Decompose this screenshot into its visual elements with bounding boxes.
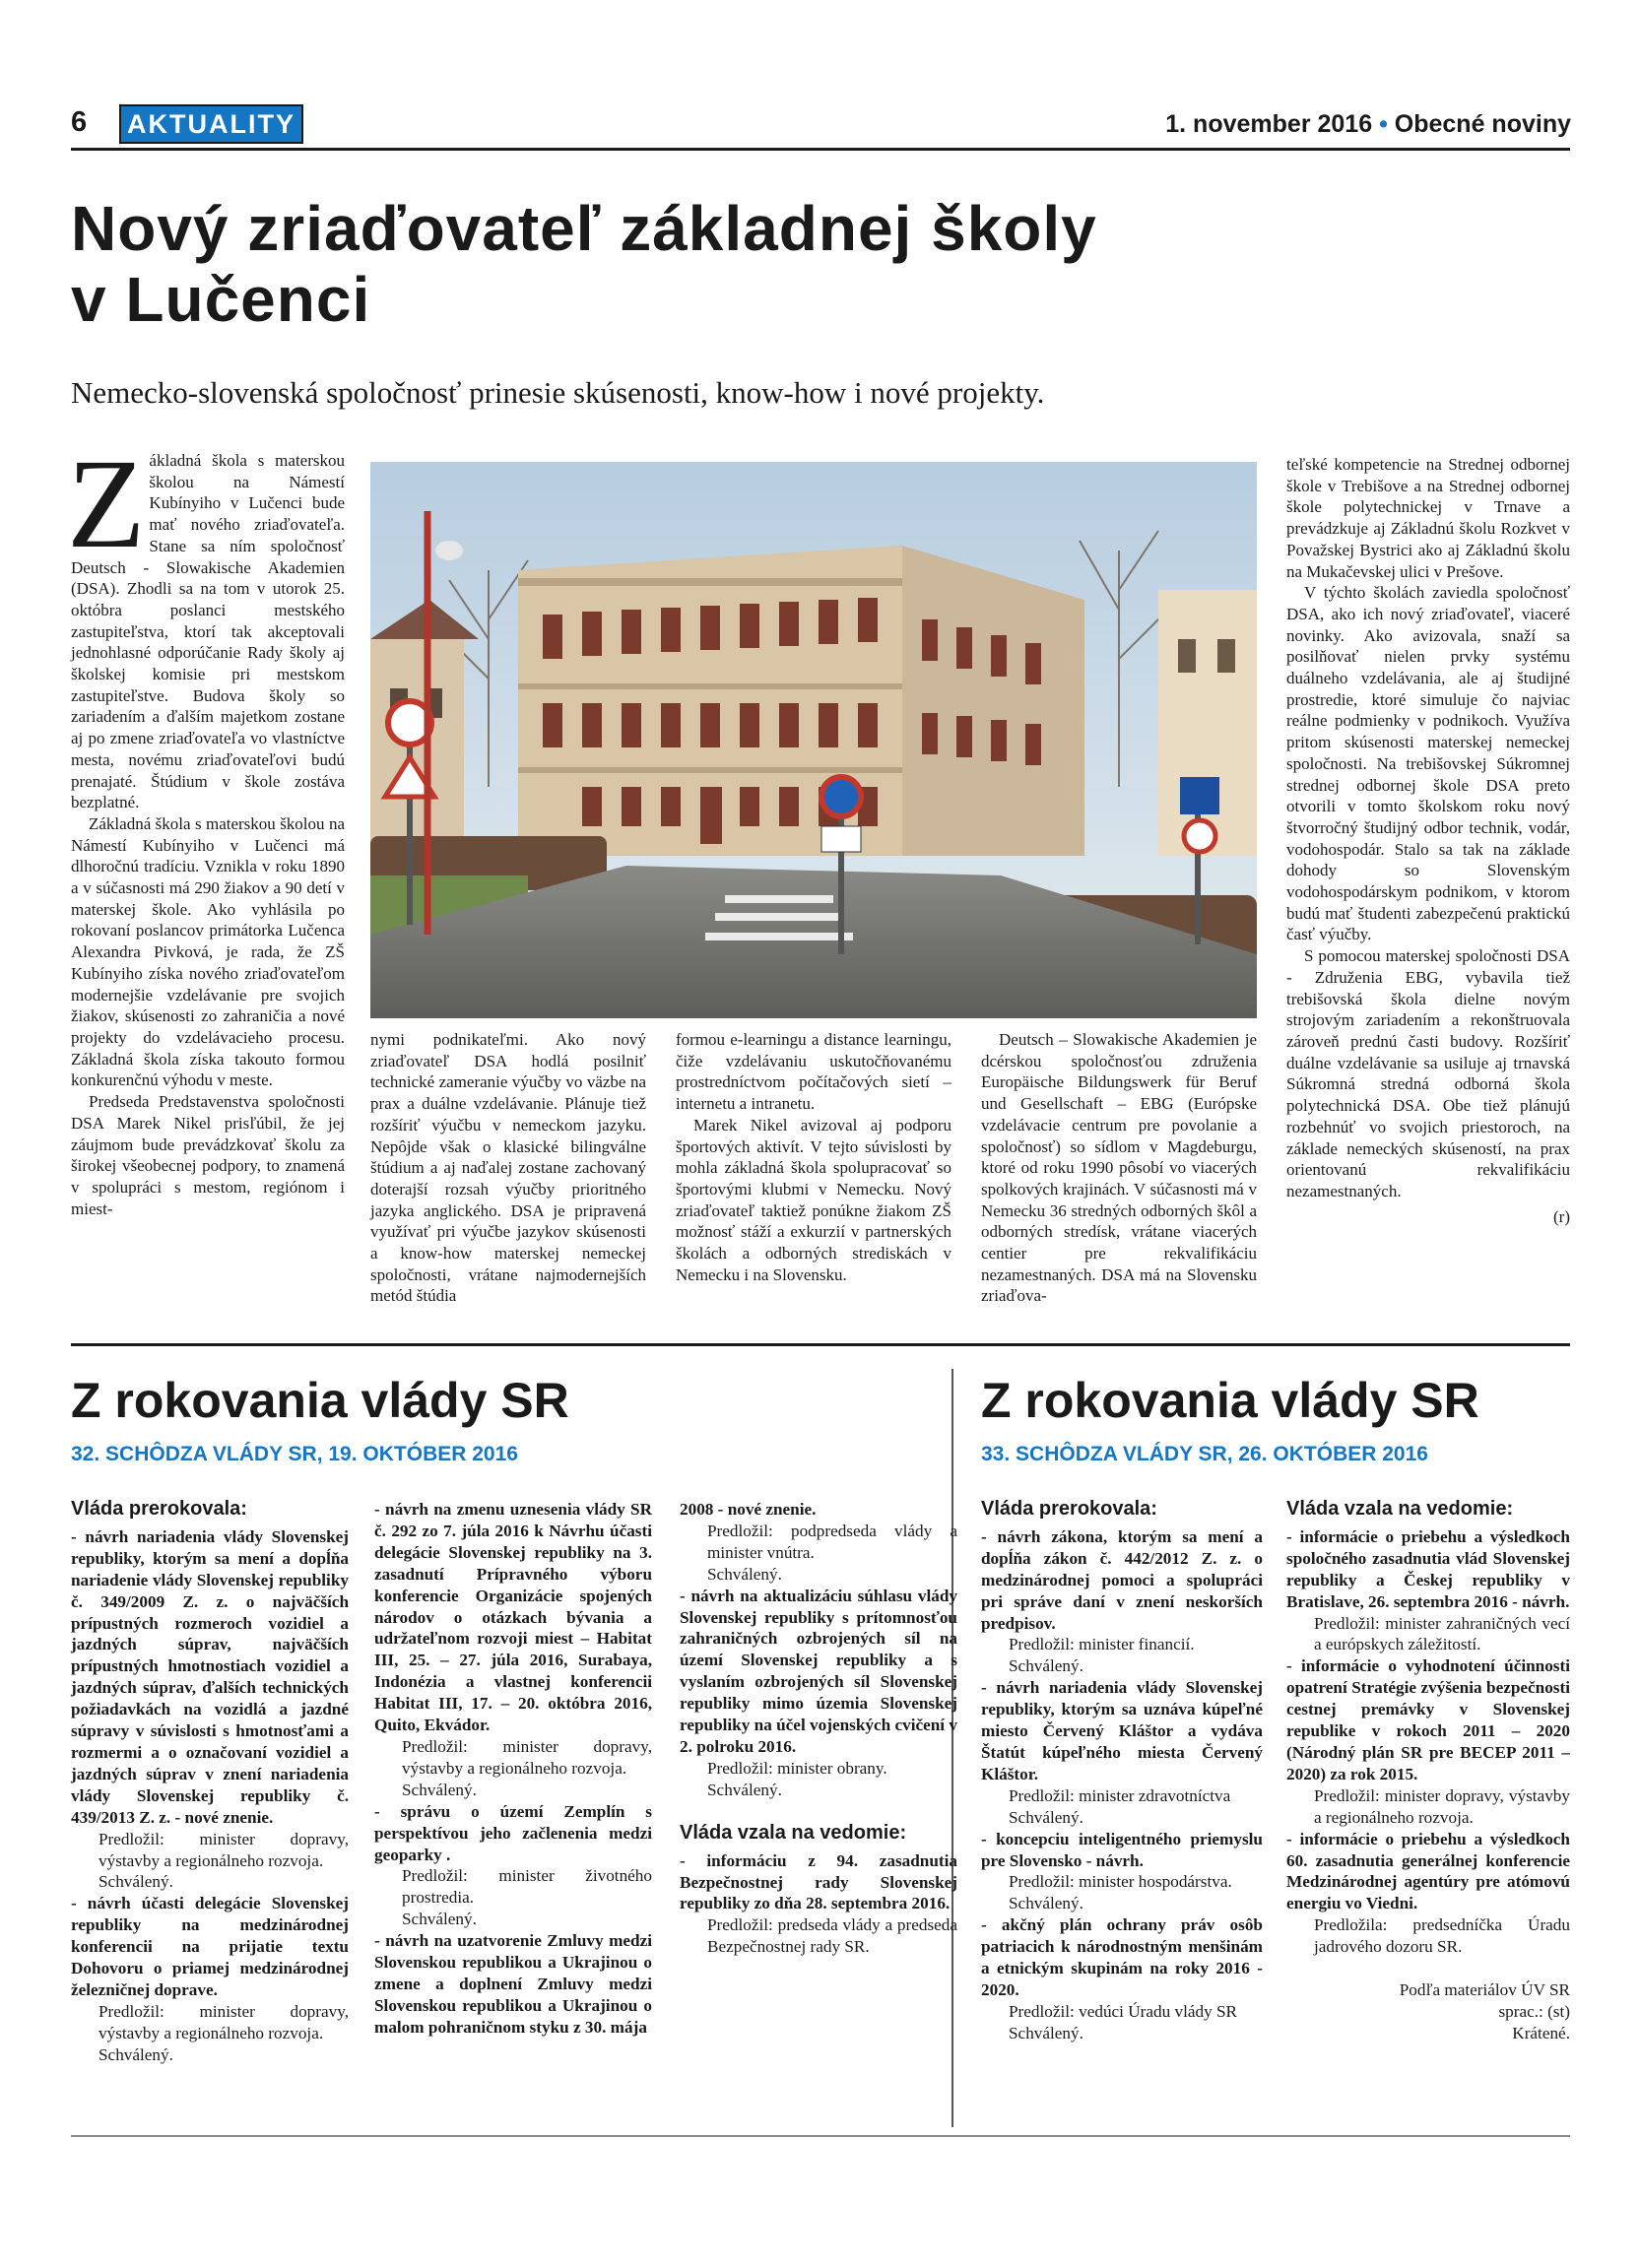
article-column-1 <box>67 433 345 1219</box>
gov2-presenter-6: Predložil: minister dopravy, výstavby a regionálneho rozvoja. <box>1314 1785 1570 1827</box>
gov1-status-2: Schválený. <box>98 2044 173 2064</box>
gov1-item-5: - návrh na uzatvorenie Zmluvy medzi Slovenskou republikou a Ukrajinou o zmene a doplnení Zmluvy medzi Slovenskou republikou a Ukrajinou o malom pohraničnom styku z 30. mája <box>374 1931 652 2037</box>
article-signature: (r) <box>1553 1206 1570 1226</box>
gov2-status-4: Schválený. <box>1009 2023 1083 2042</box>
gov1-presenter-3: Predložil: minister dopravy, výstavby a regionálneho rozvoja. <box>402 1736 652 1778</box>
col4-paragraph-1: Deutsch – Slowakische Akademien je dcérskou spoločnosťou združenia Europäische Bildungswerk für Beruf und Gesellschaft – EBG (Európske vzdelávacie centrum pre povolanie a spoločnosť) so sídlom v Magdeburgu, ktoré od roku 1990 pôsobí vo viacerých spolkových krajinách. V súčasnosti má v Nemecku 36 stredných odborných škôl a odborných stredísk, vrátane viacerých centier pre rekvalifikáciu nezamestnaných. DSA má na Slovensku zriaďova- <box>981 1030 1257 1306</box>
gov2-status-1: Schválený. <box>1009 1656 1083 1676</box>
section-divider <box>71 1343 1570 1346</box>
footer-rule <box>71 2135 1570 2137</box>
header-rule <box>71 148 1570 151</box>
article-column-5 <box>1286 454 1570 1227</box>
gov2-status-2: Schválený. <box>1009 1807 1083 1827</box>
gov2-source <box>1286 1979 1570 2044</box>
gov2-item-4: - akčný plán ochrany práv osôb patriacich k národnostným menšinám a etnickým skupinám na roky 2016 - 2020. <box>981 1915 1263 1999</box>
gov2-heading-2: Vláda vzala na vedomie: <box>1286 1498 1514 1520</box>
gov1-item-4: - správu o území Zemplín s perspektívou jeho začlenenia medzi geoparky . <box>374 1801 652 1864</box>
gov1-status-6: Schválený. <box>707 1780 782 1799</box>
gov1-item-3: - návrh na zmenu uznesenia vlády SR č. 292 zo 7. júla 2016 k Návrhu účasti delegácie Slovenskej republiky na 3. zasadnutí Prípravného výboru konferencie Organizácie spojených národov o otázkach bývania a udržateľnom rozvoji miest – Habitat III, 25. – 27. júla 2016, Surabaya, Indonézia a vlastnej konferencii Habitat III, 17. – 20. októbra 2016, Quito, Ekvádor. <box>374 1500 652 1735</box>
col1-paragraph-3: Predseda Predstavenstva spoločnosti DSA Marek Nikel prisľúbil, že jej záujmom bude prevádzkovať školu za širokej všeobecnej podpory, to znamená v spolupráci s mestom, regiónom i miest- <box>71 1092 345 1218</box>
gov1-presenter-4: Predložil: minister životného prostredia. <box>402 1866 652 1908</box>
source-line-1: Podľa materiálov ÚV SR <box>1399 1980 1570 2000</box>
col1-paragraph-1: ákladná škola s materskou školou na Námestí Kubínyiho v Lučenci bude mať nového zriaďovateľa. Stane sa ním spoločnosť Deutsch - Slowakische Akademien (DSA). Zhodli sa na tom v utorok 25. októbra poslanci mestského zastupiteľstva, ktorí tak akceptovali jednohlasné odporúčanie Rady školy aj školskej komisie pri mestskom zastupiteľstve. Budova školy so zariadením a ďalším majetkom zostane aj po zmene zriaďovateľa vo vlastníctve mesta, novému zriaďovateľovi budú prenajaté. Štúdium v škole zostáva bezplatné. <box>71 451 345 812</box>
gov1-presenter-7: Predložil: predseda vlády a predseda Bezpečnostnej rady SR. <box>707 1915 957 1957</box>
col3-paragraph-1: formou e-learningu a distance learningu, čiže vzdelávaniu uskutočňovanému prostredníctvom počítačových sietí – internetu a intranetu. <box>676 1030 951 1114</box>
gov1-item-6: - návrh na aktualizáciu súhlasu vlády Slovenskej republiky s prítomnosťou zahraničných ozbrojených síl na území Slovenskej republiky a s vyslaním ozbrojených síl Slovenskej republiky mimo územia Slovenskej republiky na účel vojenských cvičení v 2. polroku 2016. <box>680 1586 957 1756</box>
header-dateline <box>1165 110 1571 139</box>
gov2-presenter-1: Predložil: minister financií. <box>1009 1635 1195 1654</box>
issue-date: 1. november 2016 <box>1165 110 1373 138</box>
publication-name: Obecné noviny <box>1394 110 1571 138</box>
gov2-item-5: - informácie o priebehu a výsledkoch spoločného zasadnutia vlád Slovenskej republiky a Českej republiky v Bratislave, 26. septembra 2016 - návrh. <box>1286 1526 1570 1611</box>
article-lead: Nemecko-slovenská spoločnosť prinesie skúsenosti, know-how i nové projekty. <box>71 375 1045 410</box>
gov2-column-1 <box>981 1499 1263 2044</box>
col5-paragraph-1: teľské kompetencie na Strednej odbornej škole v Trebišove a na Strednej odbornej škole polytechnickej v Trnave a prevádzkuje aj Základnú školu Rozkvet v Považskej Bystrici ako aj Základnú školu na Mukačevskej ulici v Prešove. <box>1286 455 1570 581</box>
gov1-column-1 <box>71 1499 349 2066</box>
headline-line-1: Nový zriaďovateľ základnej školy <box>71 193 1097 264</box>
bullet-separator: • <box>1379 110 1388 138</box>
gov2-presenter-5: Predložil: minister zahraničných vecí a európskych záležitostí. <box>1314 1613 1570 1654</box>
gov1-column-2 <box>374 1499 652 2039</box>
gov1-presenter-2: Predložil: minister dopravy, výstavby a regionálneho rozvoja. <box>98 2001 349 2042</box>
gov1-presenter-6: Predložil: minister obrany. <box>707 1758 887 1778</box>
gov1-column-3 <box>680 1499 957 1958</box>
gov2-title: Z rokovania vlády SR <box>981 1373 1479 1428</box>
gov1-status-5: Schválený. <box>707 1564 782 1584</box>
gov1-subtitle: 32. SCHÔDZA VLÁDY SR, 19. OKTÓBER 2016 <box>71 1443 518 1465</box>
gov2-presenter-7: Predložila: predsedníčka Úradu jadrového dozoru SR. <box>1314 1915 1570 1957</box>
headline-line-2: v Lučenci <box>71 264 371 335</box>
article-column-2 <box>370 1029 646 1307</box>
gov1-status-4: Schválený. <box>402 1910 477 1929</box>
gov1-presenter-1: Predložil: minister dopravy, výstavby a regionálneho rozvoja. <box>98 1829 349 1870</box>
section-label: AKTUALITY <box>119 104 303 144</box>
gov2-item-2: - návrh nariadenia vlády Slovenskej republiky, ktorým sa uznáva kúpeľné miesto Červený Kláštor a vydáva Štatút kúpeľného miesta Červený Kláštor. <box>981 1678 1263 1783</box>
source-line-3: Krátené. <box>1512 2023 1570 2042</box>
gov1-heading: Vláda prerokovala: <box>71 1498 247 1520</box>
gov1-status-1: Schválený. <box>98 1872 173 1892</box>
gov2-presenter-2: Predložil: minister zdravotníctva <box>1009 1785 1231 1805</box>
col5-paragraph-2: V týchto školách zaviedla spoločnosť DSA, ako ich nový zriaďovateľ, viaceré novinky. Ako avizovala, snaží sa posilňovať nielen prvky systému duálneho vzdelávania, ale aj študijné prostredie, ktoré simuluje čo najviac reálne podmienky v podnikoch. Využíva pritom skúsenosti materskej nemeckej spoločnosti. Na trebišovskej Súkromnej strednej odbornej škole DSA preto otvorili v tomto školskom roku nový štvorročný študijný odbor technik, vodár, vodohospodár. Stalo sa tak na základe dohody so Slovenským vodohospodárskym podnikom, v ktorom budú mať študenti zabezpečenú praktickú časť výučby. <box>1286 583 1570 944</box>
article-column-4 <box>981 1029 1257 1307</box>
gov2-item-3: - koncepciu inteligentného priemyslu pre Slovensko - návrh. <box>981 1829 1263 1870</box>
school-building-photo <box>370 462 1257 1018</box>
drop-cap: Z <box>67 433 146 575</box>
article-column-3 <box>676 1029 951 1285</box>
gov2-heading: Vláda prerokovala: <box>981 1498 1157 1520</box>
gov2-presenter-4: Predložil: vedúci Úradu vlády SR <box>1009 2001 1237 2021</box>
col2-paragraph-1: nymi podnikateľmi. Ako nový zriaďovateľ DSA hodlá posilniť technické zameranie výučby vo väzbe na prax a duálne vzdelávanie. Plánuje tiež rozšíriť výučbu v nemeckom jazyku. Nepôjde však o klasické bilingválne štúdium a aj naďalej zostane zachovaný doterajší rozsah výučby prioritného jazyka anglického. DSA je pripravená využívať pri výučbe jazykov skúsenosti a know-how materskej nemeckej spoločnosti, vrátane najmodernejších metód štúdia <box>370 1030 646 1306</box>
col3-paragraph-2: Marek Nikel avizoval aj podporu športových aktivít. V tejto súvislosti by mohla základná škola spolupracovať so športovými klubmi v Nemecku. Nový zriaďovateľ taktiež ponúkne žiakom ZŠ možnosť stáží a exkurzií v partnerských školách a odborných strediskách v Nemecku i na Slovensku. <box>676 1115 951 1284</box>
gov1-item-5-continued: 2008 - nové znenie. <box>680 1500 817 1519</box>
gov1-title: Z rokovania vlády SR <box>71 1373 569 1428</box>
page-number: 6 <box>71 106 88 138</box>
gov2-presenter-3: Predložil: minister hospodárstva. <box>1009 1872 1232 1892</box>
gov1-status-3: Schválený. <box>402 1780 477 1799</box>
gov2-item-7: - informácie o priebehu a výsledkoch 60. zasadnutia generálnej konferencie Medzinárodnej agentúry pre atómovú energiu vo Viedni. <box>1286 1829 1570 1913</box>
gov2-column-2 <box>1286 1499 1570 2044</box>
photo-illustration <box>370 462 1257 1018</box>
gov1-item-2: - návrh účasti delegácie Slovenskej republiky na medzinárodnej konferencii na prijatie textu Dohovoru o priamej medzinárodnej železničnej doprave. <box>71 1894 349 1999</box>
col5-paragraph-3: S pomocou materskej spoločnosti DSA - Združenia EBG, vybavila tiež trebišovská škola dielne novým strojovým zariadením a rekonštruovala zároveň prednú časti budovy. Rozšíriť duálne vzdelávanie sa usiluje aj trnavská Súkromná stredná odborná škola polytechnická DSA. Obe tiež plánujú rozbehnúť vo svojich priestoroch, na základe nemeckých skúseností, na prax orientovanú rekvalifikáciu nezamestnaných. <box>1286 946 1570 1200</box>
gov1-item-7: - informáciu z 94. zasadnutia Bezpečnostnej rady Slovenskej republiky zo dňa 28. septembra 2016. <box>680 1850 957 1913</box>
gov1-item-1: - návrh nariadenia vlády Slovenskej republiky, ktorým sa mení a dopĺňa nariadenie vlády Slovenskej republiky č. 349/2009 Z. z. o najväčších prípustných rozmeroch vozidiel a jazdných súprav, najväčších prípustných hmotnostiach vozidiel a jazdných súprav, ďalších technických požiadavkách na vozidlá a jazdné súpravy v súvislosti s hmotnosťami a rozmermi a o označovaní vozidiel a jazdných súprav v znení nariadenia vlády Slovenskej republiky č. 439/2013 Z. z. - nové znenie. <box>71 1526 349 1827</box>
gov2-item-6: - informácie o vyhodnotení účinnosti opatrení Stratégie zvýšenia bezpečnosti cestnej premávky v Slovenskej republike v rokoch 2011 – 2020 (Národný plán SR pre BECEP 2011 – 2020) za rok 2015. <box>1286 1656 1570 1783</box>
gov1-presenter-5: Predložil: podpredseda vlády a minister vnútra. <box>707 1521 957 1562</box>
gov2-subtitle: 33. SCHÔDZA VLÁDY SR, 26. OKTÓBER 2016 <box>981 1443 1428 1465</box>
gov2-status-3: Schválený. <box>1009 1894 1083 1913</box>
gov1-heading-2: Vláda vzala na vedomie: <box>680 1821 907 1844</box>
gov2-item-1: - návrh zákona, ktorým sa mení a dopĺňa zákon č. 442/2012 Z. z. o medzinárodnej pomoci a spolupráci pri správe daní v znení neskorších predpisov. <box>981 1526 1263 1633</box>
source-line-2: sprac.: (st) <box>1498 2001 1570 2021</box>
article-headline <box>71 193 1097 335</box>
col1-paragraph-2: Základná škola s materskou školou na Námestí Kubínyiho v Lučenci má dlhoročnú tradíciu. Vznikla v roku 1890 a v súčasnosti má 290 žiakov a 90 detí v materskej škole. Ako vyhlásila po rokovaní poslancov primátorka Lučenca Alexandra Pivková, je rada, že ZŠ Kubínyiho získa nového zriaďovateľom modernejšie vzdelávanie pre svojich žiakov, skúsenosti zo zahraničia a nové projekty do vzdelávacieho procesu. Základná škola získa takouto formou konkurenčnú výhodu v meste. <box>71 813 345 1090</box>
